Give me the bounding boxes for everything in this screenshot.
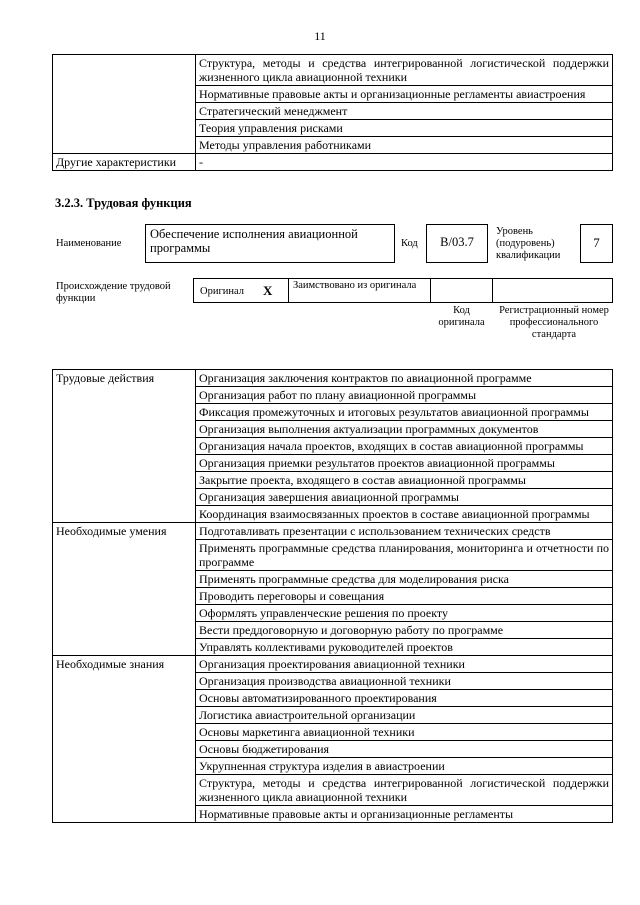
- table-cell: Подготавливать презентации с использованием технических средств: [196, 523, 613, 540]
- labor-function-table: [52, 369, 613, 823]
- code-value-box: B/03.7: [426, 224, 488, 263]
- original-code-box: [430, 278, 493, 303]
- borrowed-box: Заимствовано из оригинала: [288, 278, 431, 303]
- table-cell: Организация заключения контрактов по авиационной программе: [196, 370, 613, 387]
- table-cell: Структура, методы и средства интегрированной логистической поддержки жизненного цикла авиационной техники: [196, 55, 613, 86]
- code-original-caption: Код оригинала: [438, 305, 485, 328]
- table-cell: Методы управления работниками: [196, 137, 613, 154]
- table-cell: Нормативные правовые акты и организационные регламенты: [196, 806, 613, 823]
- page-number: 11: [314, 29, 326, 43]
- knowledge-label: Необходимые знания: [53, 656, 196, 823]
- other-characteristics-label: Другие характеристики: [53, 154, 196, 171]
- table-cell: Вести преддоговорную и договорную работу по программе: [196, 622, 613, 639]
- empty-label-cell: [53, 55, 196, 154]
- table-cell: Управлять коллективами руководителей проектов: [196, 639, 613, 656]
- table-cell: Организация производства авиационной техники: [196, 673, 613, 690]
- table-cell: Организация проектирования авиационной техники: [196, 656, 613, 673]
- table-cell: Организация начала проектов, входящих в состав авиационной программы: [196, 438, 613, 455]
- registration-number-box: [492, 278, 613, 303]
- table-cell: Оформлять управленческие решения по проекту: [196, 605, 613, 622]
- code-label: Код: [401, 238, 418, 249]
- knowledge-continuation-table: [52, 54, 613, 171]
- table-cell: Нормативные правовые акты и организационные регламенты авиастроения: [196, 86, 613, 103]
- table-cell: Логистика авиастроительной организации: [196, 707, 613, 724]
- level-label: Уровень (подуровень) квалификации: [496, 226, 561, 261]
- table-cell: Организация работ по плану авиационной программы: [196, 387, 613, 404]
- section-title: 3.2.3. Трудовая функция: [55, 196, 192, 210]
- registration-caption: Регистрационный номер профессионального стандарта: [499, 305, 609, 340]
- table-cell: Основы бюджетирования: [196, 741, 613, 758]
- other-characteristics-value: -: [196, 154, 613, 171]
- table-cell: Организация приемки результатов проектов авиационной программы: [196, 455, 613, 472]
- skills-label: Необходимые умения: [53, 523, 196, 656]
- table-row: [53, 154, 613, 171]
- level-value-box: 7: [580, 224, 613, 263]
- origin-label: Происхождение трудовой функции: [56, 281, 171, 304]
- table-cell: Основы маркетинга авиационной техники: [196, 724, 613, 741]
- table-row: [53, 370, 613, 387]
- table-cell: Структура, методы и средства интегрированной логистической поддержки жизненного цикла авиационной техники: [196, 775, 613, 806]
- table-cell: Фиксация промежуточных и итоговых результатов авиационной программы: [196, 404, 613, 421]
- table-cell: Укрупненная структура изделия в авиастроении: [196, 758, 613, 775]
- actions-label: Трудовые действия: [53, 370, 196, 523]
- table-row: [53, 523, 613, 540]
- table-cell: Проводить переговоры и совещания: [196, 588, 613, 605]
- original-label: Оригинал: [200, 286, 244, 297]
- table-cell: Применять программные средства для моделирования риска: [196, 571, 613, 588]
- table-cell: Организация завершения авиационной программы: [196, 489, 613, 506]
- table-cell: Организация выполнения актуализации программных документов: [196, 421, 613, 438]
- table-cell: Теория управления рисками: [196, 120, 613, 137]
- function-name-box: Обеспечение исполнения авиационной программы: [145, 224, 395, 263]
- table-cell: Стратегический менеджмент: [196, 103, 613, 120]
- table-row: [53, 55, 613, 86]
- table-cell: Координация взаимосвязанных проектов в составе авиационной программы: [196, 506, 613, 523]
- table-cell: Основы автоматизированного проектирования: [196, 690, 613, 707]
- table-row: [53, 656, 613, 673]
- original-box: [193, 278, 289, 303]
- name-label: Наименование: [56, 238, 122, 249]
- original-mark: X: [263, 283, 273, 298]
- table-cell: Закрытие проекта, входящего в состав авиационной программы: [196, 472, 613, 489]
- table-cell: Применять программные средства планирования, мониторинга и отчетности по программе: [196, 540, 613, 571]
